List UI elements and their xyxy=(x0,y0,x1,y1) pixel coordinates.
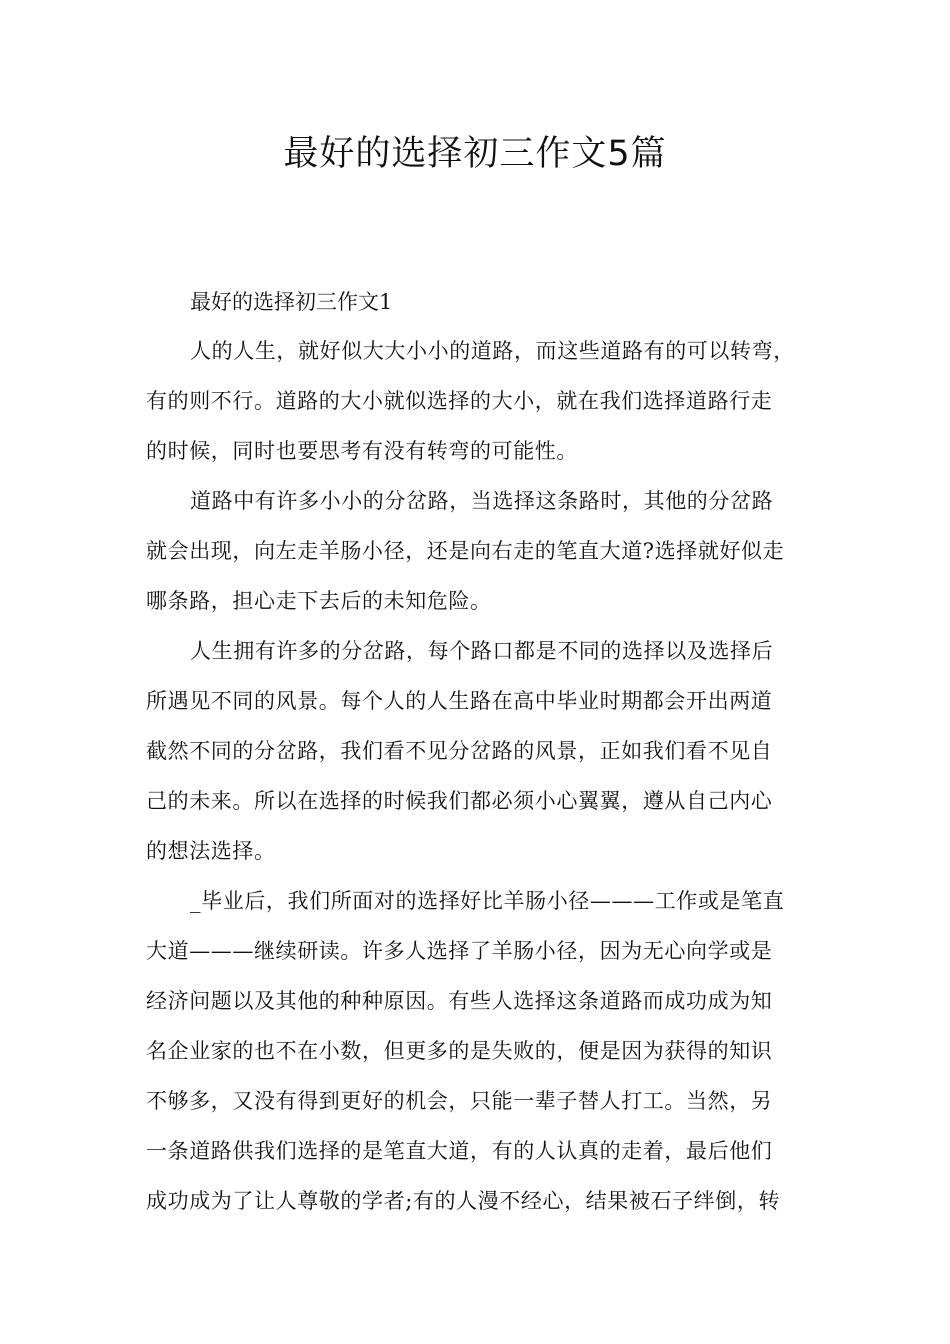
text-line: 的时候，同时也要思考有没有转弯的可能性。 xyxy=(146,439,578,463)
text-line: _毕业后，我们所面对的选择好比羊肠小径———工作或是笔直 xyxy=(190,889,785,913)
text-line: 不够多，又没有得到更好的机会，只能一辈子替人打工。当然，另 xyxy=(146,1089,773,1113)
text-line: 人的人生，就好似大大小小的道路，而这些道路有的可以转弯， xyxy=(190,339,795,363)
text-line: 经济问题以及其他的种种原因。有些人选择这条道路而成功成为知 xyxy=(146,989,773,1013)
page-title: 最好的选择初三作文5篇 xyxy=(283,134,667,174)
text-line: 所遇见不同的风景。每个人的人生路在高中毕业时期都会开出两道 xyxy=(146,689,773,713)
text-line: 大道———继续研读。许多人选择了羊肠小径，因为无心向学或是 xyxy=(146,939,773,963)
text-line: 一条道路供我们选择的是笔直大道，有的人认真的走着，最后他们 xyxy=(146,1139,773,1163)
text-line: 己的未来。所以在选择的时候我们都必须小心翼翼，遵从自己内心 xyxy=(146,789,773,813)
text-line: 人生拥有许多的分岔路，每个路口都是不同的选择以及选择后 xyxy=(190,639,774,663)
text-line: 名企业家的也不在小数，但更多的是失败的，便是因为获得的知识 xyxy=(146,1039,773,1063)
text-line: 的想法选择。 xyxy=(146,839,276,863)
text-line: 截然不同的分岔路，我们看不见分岔路的风景，正如我们看不见自 xyxy=(146,739,773,763)
section-heading: 最好的选择初三作文1 xyxy=(190,290,393,314)
text-line: 道路中有许多小小的分岔路，当选择这条路时，其他的分岔路 xyxy=(190,489,774,513)
text-line: 就会出现，向左走羊肠小径，还是向右走的笔直大道?选择就好似走 xyxy=(146,539,785,563)
text-line: 成功成为了让人尊敬的学者;有的人漫不经心，结果被石子绊倒，转 xyxy=(146,1189,781,1213)
text-line: 有的则不行。道路的大小就似选择的大小，就在我们选择道路行走 xyxy=(146,389,773,413)
text-line: 哪条路，担心走下去后的未知危险。 xyxy=(146,589,492,613)
